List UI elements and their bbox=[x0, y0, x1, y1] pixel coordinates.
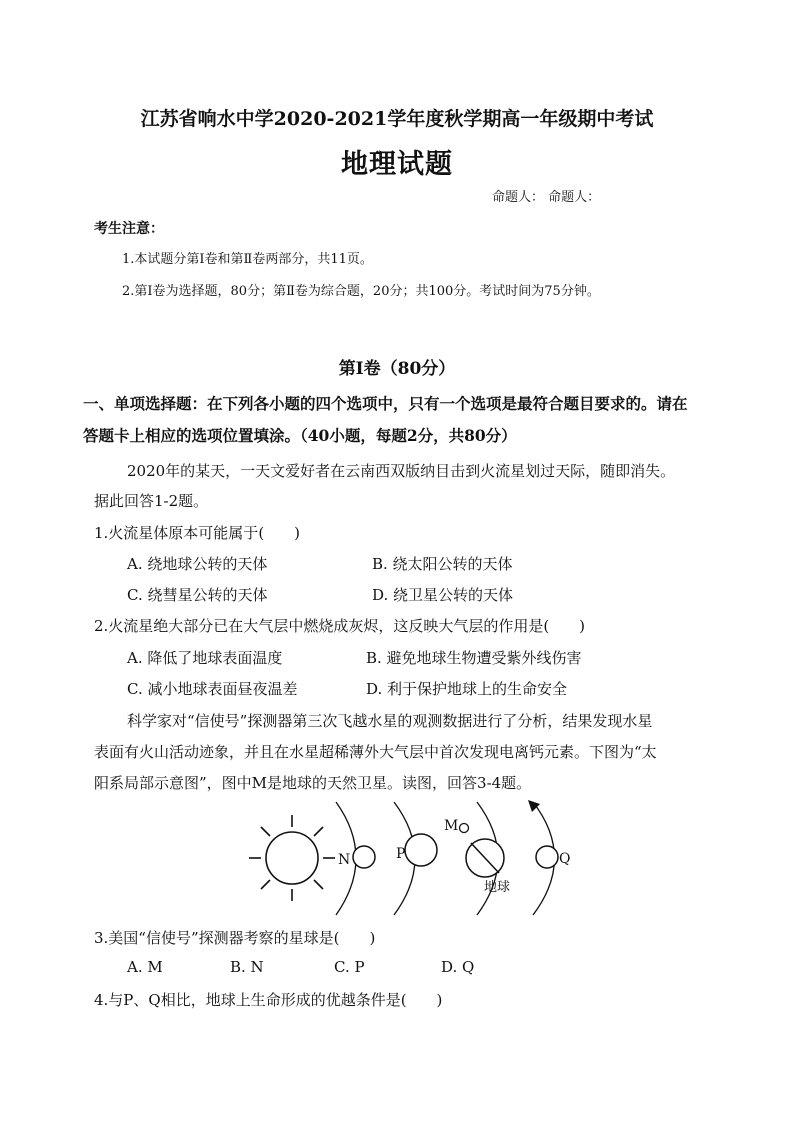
notice-heading: 考生注意： bbox=[94, 221, 164, 237]
question-1-option-d: D. 绕卫星公转的天体 bbox=[372, 586, 514, 604]
notice-item-1: 1.本试题分第Ⅰ卷和第Ⅱ卷两部分，共11页。 bbox=[122, 252, 373, 267]
solar-system-diagram bbox=[240, 800, 580, 920]
exam-title: 江苏省响水中学2020-2021学年度秋学期高一年级期中考试 bbox=[140, 108, 654, 130]
question-3-option-b: B. N bbox=[230, 958, 264, 976]
question-1-option-a: A. 绕地球公转的天体 bbox=[127, 555, 268, 573]
section-instruction-line-2: 答题卡上相应的选项位置填涂。（40小题，每题2分，共80分） bbox=[83, 426, 517, 445]
volume-title: 第Ⅰ卷（80分） bbox=[338, 359, 456, 379]
passage-1-line-2: 据此回答1-2题。 bbox=[94, 492, 209, 510]
question-3-option-d: D. Q bbox=[441, 958, 475, 976]
planet-p bbox=[405, 834, 437, 866]
planet-q bbox=[536, 846, 558, 868]
question-4-stem: 4.与P、Q相比，地球上生命形成的优越条件是( ) bbox=[94, 991, 443, 1009]
question-1-option-b: B. 绕太阳公转的天体 bbox=[372, 555, 513, 573]
question-2-stem: 2.火流星绝大部分已在大气层中燃烧成灰烬，这反映大气层的作用是( ) bbox=[94, 617, 586, 635]
question-1-option-c: C. 绕彗星公转的天体 bbox=[127, 586, 268, 604]
question-3-option-c: C. P bbox=[334, 958, 365, 976]
passage-1-line-1: 2020年的某天，一天文爱好者在云南西双版纳目击到火流星划过天际，随即消失。 bbox=[127, 462, 676, 480]
label-earth: 地球 bbox=[484, 880, 511, 895]
passage-2-line-2: 表面有火山活动迹象，并且在水星超稀薄外大气层中首次发现电离钙元素。下图为“太 bbox=[94, 743, 657, 761]
planet-n bbox=[353, 846, 375, 868]
passage-2-line-1: 科学家对“信使号”探测器第三次飞越水星的观测数据进行了分析，结果发现水星 bbox=[127, 712, 653, 730]
moon-m bbox=[460, 824, 469, 833]
notice-item-2: 2.第Ⅰ卷为选择题，80分；第Ⅱ卷为综合题，20分；共100分。考试时间为75分钟。 bbox=[122, 284, 600, 299]
label-p: P bbox=[396, 846, 406, 862]
question-setter: 命题人： 命题人： bbox=[492, 190, 601, 205]
passage-2-line-3: 阳系局部示意图”，图中M是地球的天然卫星。读图，回答3-4题。 bbox=[94, 774, 532, 792]
label-m: M bbox=[444, 818, 459, 834]
question-2-option-b: B. 避免地球生物遭受紫外线伤害 bbox=[366, 649, 582, 667]
section-instruction-line-1: 一、单项选择题：在下列各小题的四个选项中，只有一个选项是最符合题目要求的。请在 bbox=[83, 394, 688, 413]
question-1-stem: 1.火流星体原本可能属于( ) bbox=[94, 524, 301, 542]
question-3-stem: 3.美国“信使号”探测器考察的星球是( ) bbox=[94, 929, 376, 947]
question-2-option-c: C. 减小地球表面昼夜温差 bbox=[127, 680, 298, 698]
question-2-option-a: A. 降低了地球表面温度 bbox=[127, 649, 283, 667]
label-q: Q bbox=[559, 851, 571, 867]
question-3-option-a: A. M bbox=[127, 958, 163, 976]
question-2-option-d: D. 利于保护地球上的生命安全 bbox=[366, 680, 568, 698]
label-n: N bbox=[338, 852, 351, 868]
sun bbox=[249, 815, 335, 901]
subject-title: 地理试题 bbox=[341, 149, 453, 180]
